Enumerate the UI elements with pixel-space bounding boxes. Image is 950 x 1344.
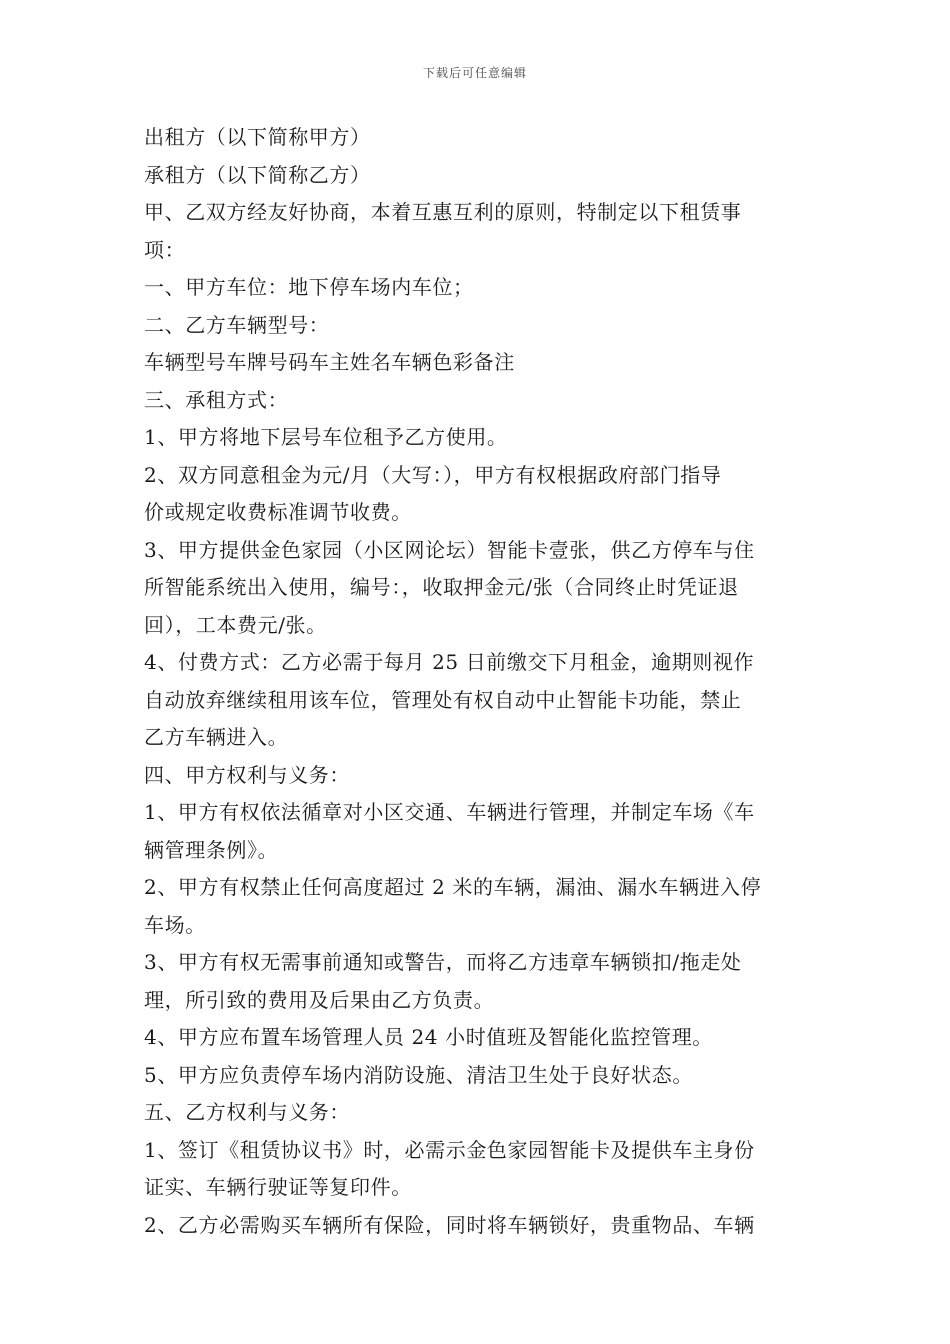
- text-line: 2、双方同意租金为元/月（大写：），甲方有权根据政府部门指导: [144, 462, 722, 487]
- text-line: 五、乙方权利与义务：: [144, 1100, 350, 1124]
- text-line: 三、承租方式：: [144, 387, 289, 412]
- text-line: 价或规定收费标准调节收费。: [144, 500, 412, 524]
- text-line: 甲、乙双方经友好协商，本着互惠互利的原则，特制定以下租赁事: [144, 200, 742, 224]
- text-line: 2、甲方有权禁止任何高度超过 2 米的车辆，漏油、漏水车辆进入停: [144, 875, 762, 899]
- text-line: 3、甲方提供金色家园（小区网论坛）智能卡壹张，供乙方停车与住: [144, 537, 755, 562]
- page-header-note: 下载后可任意编辑: [422, 66, 527, 80]
- text-line: 车场。: [144, 912, 206, 937]
- text-line: 1、甲方将地下层号车位租予乙方使用。: [144, 425, 508, 449]
- text-line: 承租方（以下简称乙方）: [144, 162, 371, 187]
- text-line: 回），工本费元/张。: [144, 612, 327, 637]
- text-line: 3、甲方有权无需事前通知或警告，而将乙方违章车辆锁扣/拖走处: [144, 950, 742, 974]
- document-body: [144, 119, 814, 1244]
- text-line: 2、乙方必需购买车辆所有保险，同时将车辆锁好，贵重物品、车辆: [144, 1212, 755, 1237]
- text-line: 车辆型号车牌号码车主姓名车辆色彩备注: [144, 350, 515, 374]
- text-line: 出租方（以下简称甲方）: [144, 125, 371, 149]
- text-line: 4、付费方式：乙方必需于每月 25 日前缴交下月租金，逾期则视作: [144, 650, 755, 674]
- text-line: 1、甲方有权依法循章对小区交通、车辆进行管理，并制定车场《车: [144, 800, 755, 824]
- text-line: 5、甲方应负责停车场内消防设施、清洁卫生处于良好状态。: [144, 1062, 693, 1087]
- text-line: 4、甲方应布置车场管理人员 24 小时值班及智能化监控管理。: [144, 1025, 713, 1049]
- text-line: 项：: [144, 237, 186, 262]
- text-line: 所智能系统出入使用，编号：，收取押金元/张（合同终止时凭证退: [144, 575, 739, 599]
- text-line: 辆管理条例》。: [144, 837, 279, 862]
- text-line: 一、甲方车位：地下停车场内车位；: [144, 275, 474, 299]
- text-line: 自动放弃继续租用该车位，管理处有权自动中止智能卡功能，禁止: [144, 687, 742, 712]
- text-line: 二、乙方车辆型号：: [144, 312, 330, 337]
- text-line: 四、甲方权利与义务：: [144, 762, 350, 787]
- text-line: 理，所引致的费用及后果由乙方负责。: [144, 987, 495, 1012]
- text-line: 乙方车辆进入。: [144, 725, 289, 749]
- text-line: 1、签订《租赁协议书》时，必需示金色家园智能卡及提供车主身份: [144, 1137, 755, 1162]
- text-line: 证实、车辆行驶证等复印件。: [144, 1175, 412, 1199]
